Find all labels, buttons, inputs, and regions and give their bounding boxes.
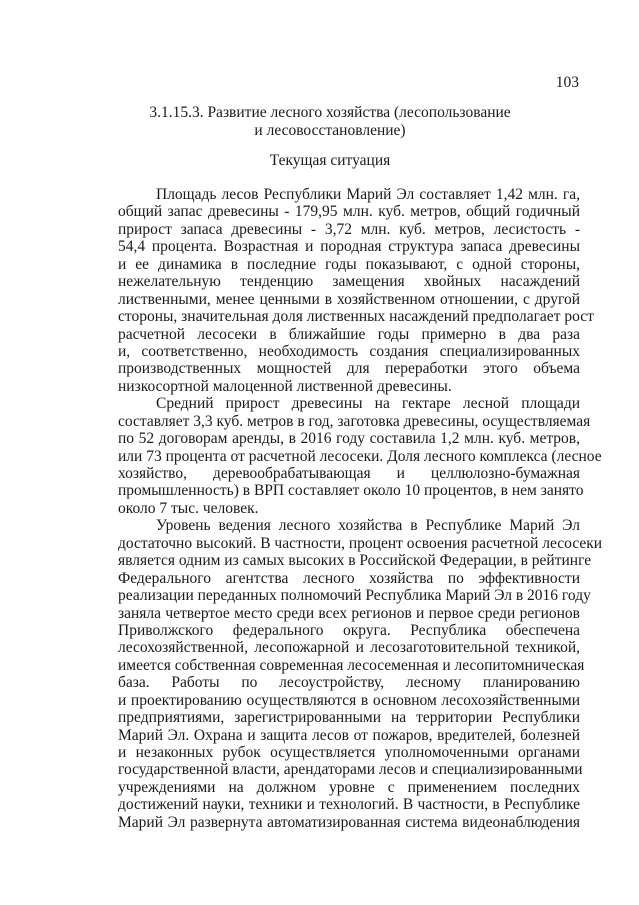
text-line: около 7 тыс. человек. xyxy=(118,499,259,517)
text-line: лесохозяйственной, лесопожарной и лесозаготовительной техникой, xyxy=(118,639,580,657)
text-line: расчетной лесосеки в ближайшие годы примерно в два раза xyxy=(118,325,580,343)
text-line: Приволжского федерального округа. Республика обеспечена xyxy=(118,621,580,639)
text-line: Марий Эл развернута автоматизированная система видеонаблюдения xyxy=(118,813,580,831)
subsection-heading: Текущая ситуация xyxy=(269,152,391,169)
text-line: промышленность) в ВРП составляет около 10 процентов, в нем занято xyxy=(118,482,584,500)
text-line: Средний прирост древесины на гектаре лесной площади xyxy=(156,395,580,413)
text-line: Федерального агентства лесного хозяйства по эффективности xyxy=(118,569,580,587)
text-line: реализации переданных полномочий Республика Марий Эл в 2016 году xyxy=(118,587,591,605)
section-heading-line-1: 3.1.15.3. Развитие лесного хозяйства (лесопользование xyxy=(149,104,511,121)
text-line: достаточно высокий. В частности, процент освоения расчетной лесосеки xyxy=(118,534,603,552)
text-line: и ее динамика в последние годы показывают, с одной стороны, xyxy=(118,255,580,273)
text-line: лиственными, менее ценными в хозяйственном отношении, с другой xyxy=(118,290,580,308)
body-text xyxy=(118,186,603,831)
text-line: учреждениями на должном уровне с применением последних xyxy=(118,778,580,796)
page-number: 103 xyxy=(555,74,579,91)
text-line: 54,4 процента. Возрастная и породная структура запаса древесины xyxy=(118,238,580,256)
text-line: и проектированию осуществляются в основном лесохозяйственными xyxy=(118,691,580,709)
text-line: и незаконных рубок осуществляется уполномоченными органами xyxy=(118,744,580,761)
text-line: Площадь лесов Республики Марий Эл составляет 1,42 млн. га, xyxy=(156,186,580,203)
text-line: государственной власти, арендаторами лесов и специализированными xyxy=(118,761,583,779)
text-line: база. Работы по лесоустройству, лесному планированию xyxy=(118,674,580,692)
text-line: составляет 3,3 куб. метров в год, заготовка древесины, осуществляемая xyxy=(118,412,591,430)
text-line: производственных мощностей для переработки этого объема xyxy=(118,360,580,378)
text-line: Уровень ведения лесного хозяйства в Республике Марий Эл xyxy=(156,517,580,535)
section-heading-line-2: и лесовосстановление) xyxy=(254,122,406,139)
text-line: является одним из самых высоких в Российской Федерации, в рейтинге xyxy=(118,552,592,570)
paragraph xyxy=(118,517,603,831)
paragraph xyxy=(118,186,594,395)
text-line: по 52 договорам аренды, в 2016 году составила 1,2 млн. куб. метров, xyxy=(118,430,580,448)
text-line: достижений науки, техники и технологий. В частности, в Республике xyxy=(118,796,580,814)
paragraph xyxy=(118,395,602,517)
text-line: или 73 процента от расчетной лесосеки. Доля лесного комплекса (лесное xyxy=(118,447,602,465)
section-heading xyxy=(78,104,582,140)
text-line: общий запас древесины - 179,95 млн. куб. метров, общий годичный xyxy=(118,203,580,221)
text-line: имеется собственная современная лесосеменная и лесопитомническая xyxy=(118,656,585,674)
text-line: заняла четвертое место среди всех регионов и первое среди регионов xyxy=(118,604,580,622)
text-line: Марий Эл. Охрана и защита лесов от пожаров, вредителей, болезней xyxy=(118,726,580,744)
text-line: хозяйство, деревообрабатывающая и целлюлозно-бумажная xyxy=(118,465,580,482)
text-line: стороны, значительная доля лиственных насаждений предполагает рост xyxy=(118,308,594,326)
text-line: прирост запаса древесины - 3,72 млн. куб. метров, лесистость - xyxy=(118,220,580,238)
text-line: и, соответственно, необходимость создания специализированных xyxy=(118,342,580,360)
text-line: предприятиями, зарегистрированными на территории Республики xyxy=(118,709,580,727)
text-line: низкосортной малоценной лиственной древесины. xyxy=(118,377,452,395)
text-line: нежелательную тенденцию замещения хвойных насаждений xyxy=(118,273,580,291)
